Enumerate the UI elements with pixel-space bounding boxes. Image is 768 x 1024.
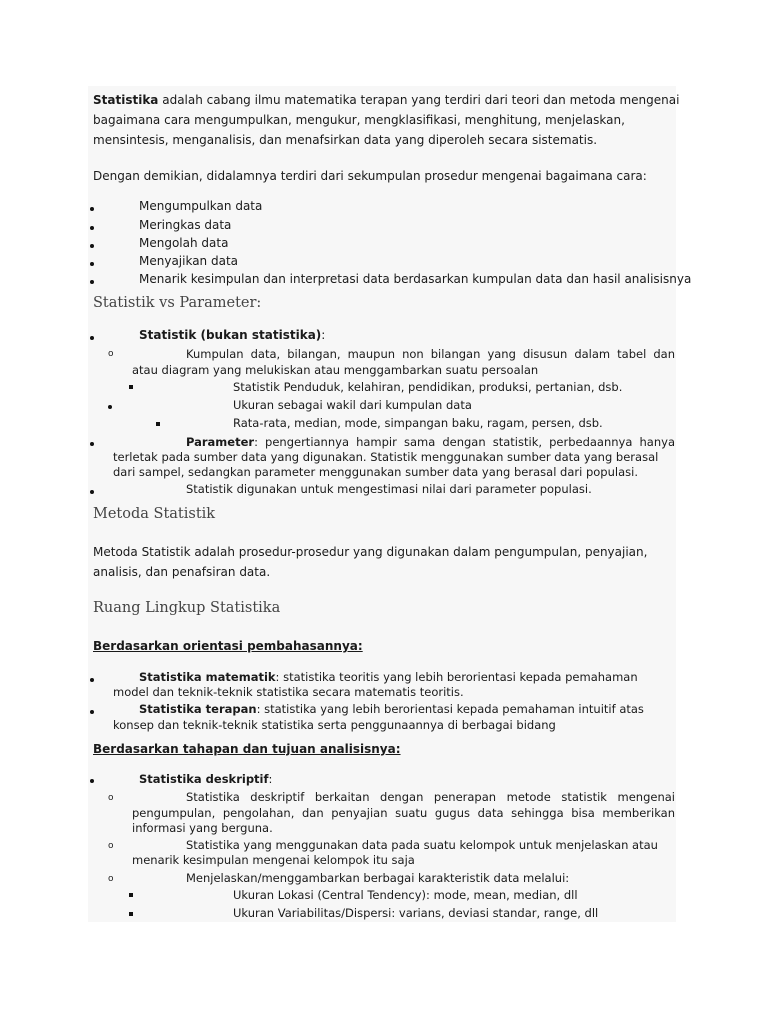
heading-ruang-lingkup: Ruang Lingkup Statistika [93,600,281,616]
list-square-bullet [129,385,133,389]
subheading-orientasi: Berdasarkan orientasi pembahasannya: [93,639,363,653]
matematik-label: Statistika matematik [139,670,276,684]
terapan-line-1 [139,702,644,716]
statistik-label: Statistik (bukan statistika) [139,328,322,342]
deskriptif-label-row [139,772,272,786]
list-item: Mengumpulkan data [139,199,263,213]
intro-line-1: adalah cabang ilmu matematika terapan yang terdiri dari teori dan metoda mengenai [158,93,680,107]
demikian-text: Dengan demikian, didalamnya terdiri dari sekumpulan prosedur mengenai bagaimana cara: [93,169,647,183]
list-item: Menyajikan data [139,254,239,268]
metoda-line-2: analisis, dan penafsiran data. [93,565,271,579]
statistik-def-2: Ukuran sebagai wakil dari kumpulan data [233,398,472,412]
list-bullet [90,244,94,248]
parameter-line-2: terletak pada sumber data yang digunakan. Statistik menggunakan sumber data yang berasal [113,450,659,464]
list-bullet [90,207,94,211]
subheading-tahapan: Berdasarkan tahapan dan tujuan analisisnya: [93,742,401,756]
terapan-text: : statistika yang lebih berorientasi kepada pemahaman intuitif atas [256,702,644,716]
deskriptif-a-line-1: Statistika deskriptif berkaitan dengan penerapan metode statistik mengenai [186,790,675,804]
list-bullet [90,336,94,340]
list-bullet [90,226,94,230]
deskriptif-a-line-2: pengumpulan, pengolahan, dan penyajian suatu gugus data sehingga bisa memberikan [132,806,675,820]
list-circle-bullet: o [108,349,114,359]
terapan-label: Statistika terapan [139,702,257,716]
list-bullet [90,280,94,284]
metoda-line-1: Metoda Statistik adalah prosedur-prosedur yang digunakan dalam pengumpulan, penyajian, [93,545,648,559]
statistik-example-1: Statistik Penduduk, kelahiran, pendidikan, produksi, pertanian, dsb. [233,380,623,394]
statistik-def-line-1: Kumpulan data, bilangan, maupun non bilangan yang disusun dalam tabel dan [186,347,675,361]
list-bullet [90,678,94,682]
list-circle-bullet: o [108,793,114,803]
parameter-line-3: dari sampel, sedangkan parameter menggunakan sumber data yang berasal dari populasi. [113,465,638,479]
matematik-text: : statistika teoritis yang lebih berorientasi kepada pemahaman [275,670,638,684]
list-bullet [90,490,94,494]
statistik-example-2: Rata-rata, median, mode, simpangan baku, ragam, persen, dsb. [233,416,603,430]
list-bullet [90,262,94,266]
list-circle-bullet: o [108,841,114,851]
list-square-bullet [156,422,160,426]
list-square-bullet [129,893,133,897]
intro-line-2: bagaimana cara mengumpulkan, mengukur, mengklasifikasi, menghitung, menjelaskan, [93,113,625,127]
ukuran-lokasi: Ukuran Lokasi (Central Tendency): mode, mean, median, dll [233,888,578,902]
parameter-label: Parameter [186,435,255,449]
deskriptif-a-line-3: informasi yang berguna. [132,821,273,835]
parameter-text: : pengertiannya hampir sama dengan statistik, perbedaannya hanya [254,435,675,449]
matematik-line-2: model dan teknik-teknik statistika secara matematis teoritis. [113,685,464,699]
heading-statistik-vs-parameter: Statistik vs Parameter: [93,295,262,311]
list-item: Meringkas data [139,218,232,232]
deskriptif-b-line-2: menarik kesimpulan mengenai kelompok itu saja [132,853,415,867]
intro-line-3: mensintesis, menganalisis, dan menafsirkan data yang diperoleh secara sistematis. [93,133,598,147]
matematik-line-1 [139,670,638,684]
estimasi-text: Statistik digunakan untuk mengestimasi nilai dari parameter populasi. [186,482,592,496]
list-item: Mengolah data [139,236,229,250]
list-square-bullet [129,912,133,916]
deskriptif-b-line-1: Statistika yang menggunakan data pada suatu kelompok untuk menjelaskan atau [186,838,658,852]
deskriptif-label: Statistika deskriptif [139,772,269,786]
terapan-line-2: konsep dan teknik-teknik statistika serta penggunaannya di berbagai bidang [113,718,556,732]
deskriptif-c-line-1: Menjelaskan/menggambarkan berbagai karakteristik data melalui: [186,871,570,885]
intro-paragraph [93,93,679,107]
list-item: Menarik kesimpulan dan interpretasi data berdasarkan kumpulan data dan hasil analisisnya [139,272,692,286]
list-circle-bullet: o [108,874,114,884]
list-bullet [90,442,94,446]
statistik-def-line-2: atau diagram yang melukiskan atau menggambarkan suatu persoalan [132,363,539,377]
deskriptif-colon: : [268,772,273,786]
ukuran-variabilitas: Ukuran Variabilitas/Dispersi: varians, deviasi standar, range, dll [233,906,599,920]
intro-term: Statistika [93,93,159,107]
list-bullet [108,405,112,409]
statistik-label-row [139,328,325,342]
parameter-line-1 [186,435,675,449]
statistik-colon: : [321,328,326,342]
heading-metoda-statistik: Metoda Statistik [93,506,216,522]
list-bullet [90,710,94,714]
list-bullet [90,779,94,783]
